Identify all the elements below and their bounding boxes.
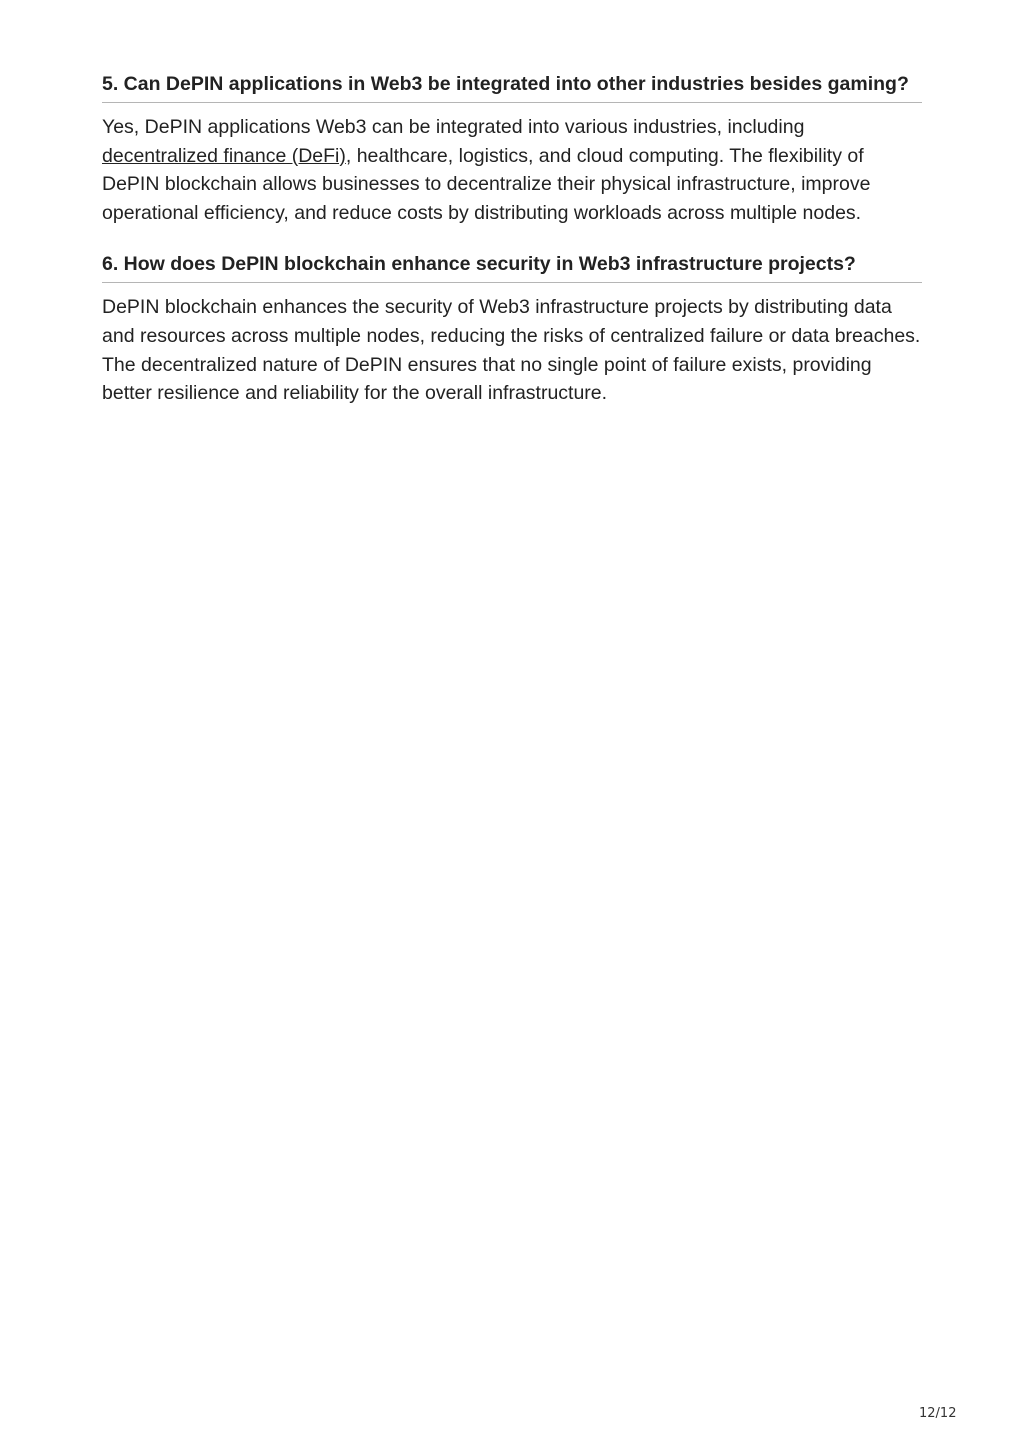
- faq-question-6: 6. How does DePIN blockchain enhance security in Web3 infrastructure projects?: [102, 252, 922, 283]
- page-number: 12/12: [919, 1406, 957, 1421]
- defi-link[interactable]: decentralized finance (DeFi): [102, 144, 346, 167]
- faq-item-6: [102, 252, 922, 407]
- faq-question-5: 5. Can DePIN applications in Web3 be integrated into other industries besides gaming?: [102, 72, 922, 103]
- faq-answer-5-text-end: , healthcare, logistics, and cloud computing. The flexibility of DePIN blockchain allows businesses to decentralize their physical infrastructure, improve operational efficiency, and reduce costs by distributing workloads across multiple nodes.: [102, 144, 871, 224]
- faq-item-5: [102, 72, 922, 227]
- faq-answer-5-text-start: Yes, DePIN applications Web3 can be integrated into various industries, including: [102, 116, 805, 138]
- document-content: [102, 72, 922, 408]
- faq-answer-6: DePIN blockchain enhances the security of Web3 infrastructure projects by distributing data and resources across multiple nodes, reducing the risks of centralized failure or data breaches. The decentralized nature of DePIN ensures that no single point of failure exists, providing better resilience and reliability for the overall infrastructure.: [102, 296, 921, 405]
- faq-answer-5: [102, 113, 922, 227]
